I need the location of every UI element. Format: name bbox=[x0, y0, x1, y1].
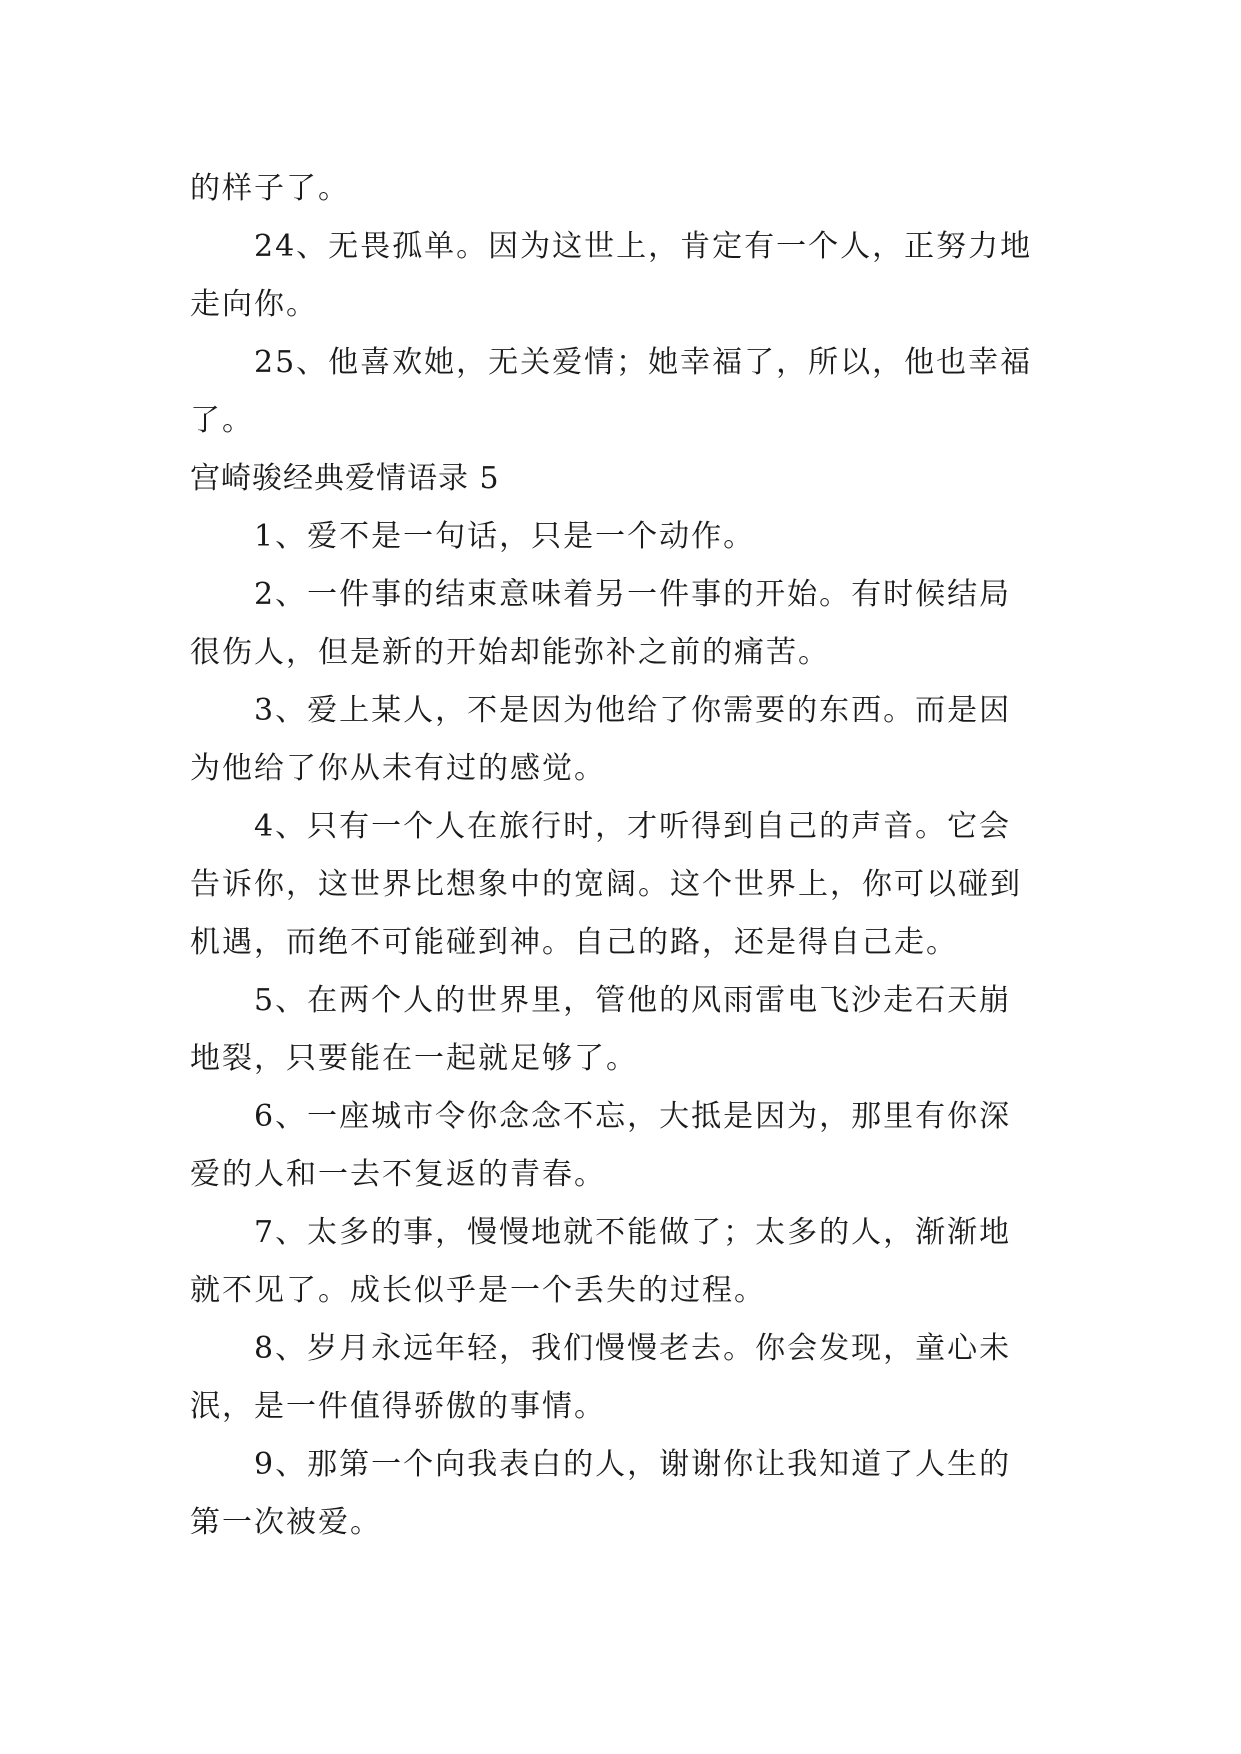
text-line: 为他给了你从未有过的感觉。 bbox=[190, 751, 606, 786]
text-line: 4、只有一个人在旅行时，才听得到自己的声音。它会 bbox=[254, 809, 1012, 844]
text-line: 6、一座城市令你念念不忘，大抵是因为，那里有你深 bbox=[254, 1099, 1012, 1134]
text-line: 机遇，而绝不可能碰到神。自己的路，还是得自己走。 bbox=[190, 925, 958, 960]
text-line: 3、爱上某人，不是因为他给了你需要的东西。而是因 bbox=[254, 693, 1012, 728]
document-page bbox=[190, 160, 1050, 1552]
text-line: 很伤人，但是新的开始却能弥补之前的痛苦。 bbox=[190, 635, 830, 670]
text-line: 告诉你，这世界比想象中的宽阔。这个世界上，你可以碰到 bbox=[190, 867, 1022, 902]
section-heading: 宫崎骏经典爱情语录 5 bbox=[190, 461, 500, 496]
text-line: 5、在两个人的世界里，管他的风雨雷电飞沙走石天崩 bbox=[254, 983, 1012, 1018]
text-line: 走向你。 bbox=[190, 287, 318, 322]
text-line: 了。 bbox=[190, 403, 254, 438]
text-line: 的样子了。 bbox=[190, 171, 350, 206]
text-line: 就不见了。成长似乎是一个丢失的过程。 bbox=[190, 1273, 766, 1308]
text-line: 第一次被爱。 bbox=[190, 1505, 382, 1540]
text-line: 9、那第一个向我表白的人，谢谢你让我知道了人生的 bbox=[254, 1447, 1012, 1482]
text-line: 8、岁月永远年轻，我们慢慢老去。你会发现，童心未 bbox=[254, 1331, 1012, 1366]
text-line: 2、一件事的结束意味着另一件事的开始。有时候结局 bbox=[254, 577, 1012, 612]
text-line: 爱的人和一去不复返的青春。 bbox=[190, 1157, 606, 1192]
text-line: 地裂，只要能在一起就足够了。 bbox=[190, 1041, 638, 1076]
text-line: 25、他喜欢她，无关爱情；她幸福了，所以，他也幸福 bbox=[254, 345, 1033, 380]
text-line: 7、太多的事，慢慢地就不能做了；太多的人，渐渐地 bbox=[254, 1215, 1012, 1250]
text-line: 24、无畏孤单。因为这世上，肯定有一个人，正努力地 bbox=[254, 229, 1033, 264]
text-line: 1、爱不是一句话，只是一个动作。 bbox=[254, 519, 756, 554]
text-line: 泯，是一件值得骄傲的事情。 bbox=[190, 1389, 606, 1424]
